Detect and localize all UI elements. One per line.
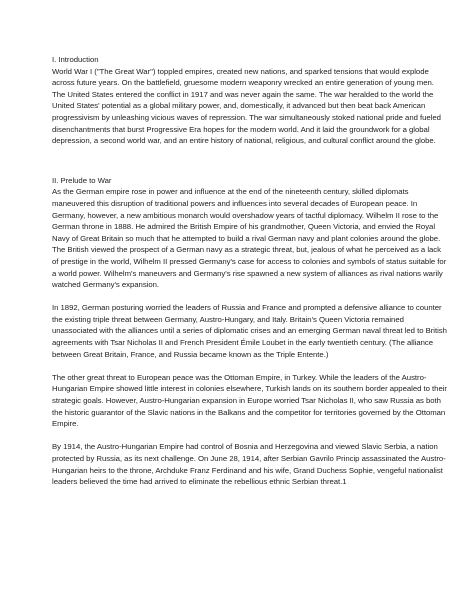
section-introduction <box>52 54 447 147</box>
paragraph-spacer <box>52 291 447 303</box>
paragraph: As the German empire rose in power and influence at the end of the nineteenth century, skilled diplomats maneuvered this disruption of traditional powers and influences into several decades of European peace. In Germany, however, a new ambitious monarch would overshadow years of tactful diplomacy. Wilhelm II rose to the German throne in 1888. He admired the British Empire of his grandmother, Queen Victoria, and envied the Royal Navy of Great Britain so much that he attempted to build a rival German navy and plant colonies around the globe. The British viewed the prospect of a German navy as a strategic threat, but, jealous of what he perceived as a lack of prestige in the world, Wilhelm II pressed Germany's case for access to colonies and symbols of status suitable for a world power. Wilhelm's maneuvers and Germany's rise spawned a new system of alliances as rival nations warily watched Germany's expansion. <box>52 187 447 290</box>
paragraph: In 1892, German posturing worried the leaders of Russia and France and prompted a defensive alliance to counter the existing triple threat between Germany, Austro-Hungary, and Italy. Britain's Queen Victoria remained unassociated with the alliances until a series of diplomatic crises and an emerging German naval threat led to British agreements with Tsar Nicholas II and French President Émile Loubet in the early twentieth century. (The alliance between Great Britain, France, and Russia became known as the Triple Entente.) <box>52 303 447 359</box>
paragraph: By 1914, the Austro-Hungarian Empire had control of Bosnia and Herzegovina and viewed Slavic Serbia, a nation protected by Russia, as its next challenge. On June 28, 1914, after Serbian Gavrilo Princip assassinated the Austro-Hungarian heirs to the throne, Archduke Franz Ferdinand and his wife, Grand Duchess Sophie, vengeful nationalist leaders believed the time had arrived to eliminate the rebellious ethnic Serbian threat.1 <box>52 442 446 487</box>
paragraph: The other great threat to European peace was the Ottoman Empire, in Turkey. While the leaders of the Austro-Hungarian Empire showed little interest in colonies elsewhere, Turkish lands on its southern border appealed to their strategic goals. However, Austro-Hungarian expansion in Europe worried Tsar Nicholas II, who saw Russia as both the historic guarantor of the Slavic nations in the Balkans and the competitor for territories governed by the Ottoman Empire. <box>52 372 447 429</box>
section-heading: I. Introduction <box>52 55 99 64</box>
paragraph: World War I ("The Great War") toppled empires, created new nations, and sparked tensions that would explode across future years. On the battlefield, gruesome modern weaponry wrecked an entire generation of young men. The United States entered the conflict in 1917 and was never again the same. The war heralded to the world the United States' potential as a global military power, and, domestically, it advanced but then beat back American progressivism by unleashing vicious waves of repression. The war simultaneously stoked national pride and fueled disenchantments that burst Progressive Era hopes for the modern world. And it laid the groundwork for a global depression, a second world war, and an entire history of national, religious, and cultural conflict around the globe. <box>52 66 441 146</box>
paragraph-spacer <box>52 360 447 372</box>
paragraph-spacer <box>52 430 447 442</box>
document-page <box>52 54 447 488</box>
section-heading: II. Prelude to War <box>52 175 112 185</box>
section-prelude-to-war <box>52 175 447 488</box>
section-spacer <box>52 147 447 175</box>
